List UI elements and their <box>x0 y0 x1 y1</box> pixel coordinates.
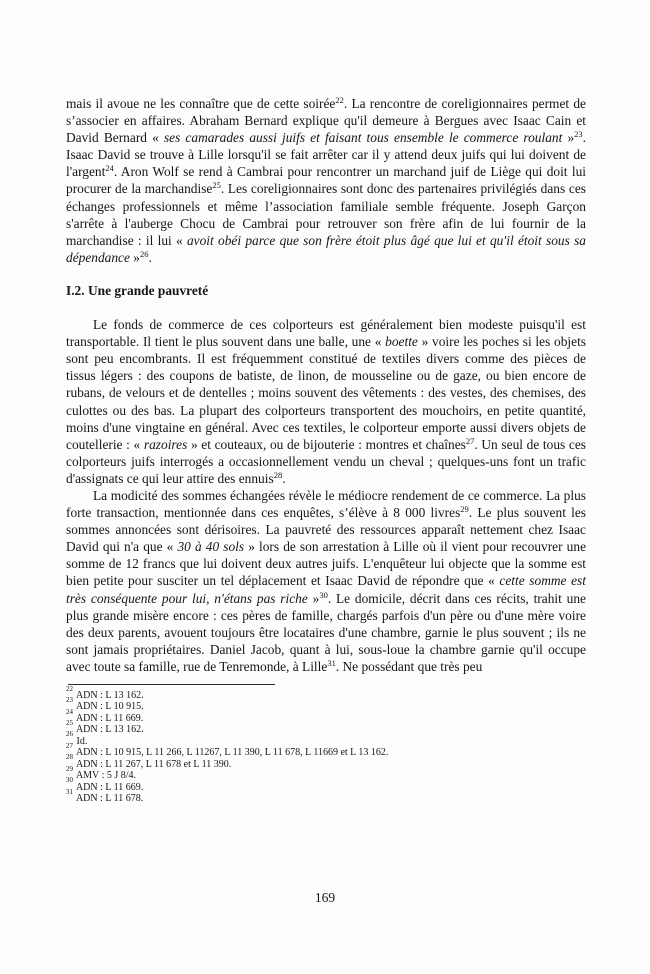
footnote: $^{28}$ ADN : L 11 267, L 11 678 et L 11 390. <box>66 753 232 770</box>
text-run: » et couteaux, ou de bijouterie : montres et chaînes <box>187 436 466 452</box>
page-body <box>66 95 586 675</box>
text-run: Le fonds de commerce de ces colporteurs est généralement bien modeste puisqu'il est transportable. Il tient le plus souvent dans une balle, une « <box>66 317 586 350</box>
footnote-ref: 23 <box>574 129 583 140</box>
footnote-number: 30 <box>66 776 73 785</box>
text-run: » lors de son arrestation à Lille où il vient pour recouvrer une somme de 12 francs que lui doivent deux autres juifs. L'enquêteur lui objecte que la somme est bien petite pour susciter un tel déplacement et Isaac David de répondre que « <box>66 539 587 589</box>
text-run: » <box>562 130 575 146</box>
footnote-ref: 26 <box>140 248 149 259</box>
paragraph <box>66 95 586 266</box>
footnote: $^{31}$ ADN : L 11 678. <box>66 787 144 805</box>
footnote-number: 27 <box>66 741 73 750</box>
footnote: $^{29}$ AMV : 5 J 8/4. <box>66 764 137 782</box>
text-run: cette somme est très conséquente pour lui, n'étans pas riche <box>66 573 586 606</box>
footnote-ref: 28 <box>273 469 283 480</box>
footnote-ref: 25 <box>212 180 221 191</box>
page-number: 169 <box>314 890 336 905</box>
footnote: $^{27}$ ADN : L 10 915, L 11 266, L 11267, L 11 390, L 11 678, L 11669 et L 13 162. <box>66 741 389 759</box>
text-run: . Aron Wolf se rend à Cambrai pour rencontrer un marchand juif de Liège qui doit lui procurer de la marchandise <box>66 164 586 197</box>
text-run: . Les coreligionnaires sont donc des partenaires privilégiés dans ces échanges professionnels et même l’association familiale semble fréquente. Joseph Garçon s'arrête à l'auberge Chocu de Cambrai pour retrouver son frère afin de lui fournir de la marchandise : il lui « <box>66 181 586 248</box>
text-run: . <box>148 249 152 265</box>
text-run: » voire les poches si les objets sont peu encombrants. Il est fréquemment constitué de textiles divers comme des pièces de tissus légers : des coupons de batiste, de linon, de mousseline ou de gaze, ou bien encore de rubans, de velours et de dentelles ; moins souvent des vêtements : des vestes, des chemises, des culottes ou des bas. La plupart des colporteurs transportent des mouchoirs, en petite quantité, moins d'une vingtaine en général. Avec ces textiles, le colporteur emporte aussi divers objets de coutellerie : « <box>66 334 586 452</box>
footnote-number: 29 <box>66 764 73 773</box>
footnote: $^{24}$ ADN : L 11 669. <box>66 707 144 724</box>
footnote: $^{26}$ Id. <box>66 730 88 747</box>
footnote-ref: 22 <box>335 95 344 105</box>
footnote-number: 28 <box>66 753 73 762</box>
text-run: . Le domicile, décrit dans ces récits, trahit une plus grande misère encore : ces pères de famille, chargés parfois d'un père ou d'une mère voire des deux parents, avouent toujours être locataires d'une chambre, garnie le plus souvent ; ils ne sont jamais propriétaires. Daniel Jacob, quant à lui, sous-loue la chambre garnie qu'il occupe avec toute sa famille, rue de Tenremonde, à Lille <box>66 590 586 674</box>
text-run: . Un seul de tous ces colporteurs juifs interrogés a occasionnellement vendu un cheval ; quelques-uns font un trafic d'assignats ce qui leur attire des ennuis <box>66 436 586 486</box>
text-run: » <box>307 590 320 606</box>
footnotes <box>66 684 586 805</box>
footnote-number: 31 <box>66 787 73 796</box>
footnote: $^{25}$ ADN : L 13 162. <box>66 719 144 736</box>
text-run: . La rencontre de coreligionnaires permet de s’associer en affaires. Abraham Bernard explique qu'il demeure à Bergues avec Isaac Cain et David Bernard « <box>66 96 586 146</box>
footnote-ref: 31 <box>327 657 336 668</box>
text-run: . Le plus souvent les sommes annoncées sont dérisoires. La pauvreté des ressources apparaît nettement chez Isaac David qui n'a que « <box>66 505 587 555</box>
text-run: razoires <box>143 436 188 452</box>
footnote-ref: 29 <box>460 504 469 515</box>
text-run: mais il avoue ne les connaître que de cette soirée <box>66 96 336 111</box>
footnote-number: 24 <box>66 707 73 716</box>
section-heading: I.2. Une grande pauvreté <box>66 282 209 298</box>
text-run: » <box>129 249 140 265</box>
text-run: . <box>282 470 286 486</box>
text-run: ses camarades aussi juifs et faisant tous ensemble le commerce roulant <box>163 130 563 146</box>
footnote: $^{23}$ ADN : L 10 915. <box>66 696 144 713</box>
footnote-separator <box>68 684 275 685</box>
footnote-ref: 30 <box>319 589 328 600</box>
text-run: . Ne possédant que très peu <box>335 658 483 674</box>
footnote-number: 23 <box>66 696 73 705</box>
paragraph <box>66 487 586 675</box>
footnote: $^{30}$ ADN : L 11 669. <box>66 776 144 793</box>
footnote-ref: 24 <box>105 163 114 174</box>
text-run: La modicité des sommes échangées révèle le médiocre rendement de ce commerce. La plus forte transaction, mentionnée dans ces enquêtes, s’élève à 8 000 livres <box>66 487 586 521</box>
text-run: 30 à 40 sols <box>177 539 245 555</box>
text-run: avoit obéi parce que son frère étoit plus âgé que lui et qu'il étoit sous sa dépendance <box>66 232 586 265</box>
footnote-number: 22 <box>66 684 73 693</box>
footnote-ref: 27 <box>465 435 475 446</box>
text-run: boette <box>385 334 418 350</box>
footnote-number: 25 <box>66 719 73 728</box>
paragraph <box>66 316 586 487</box>
text-run: . Isaac David se trouve à Lille lorsqu'il se fait arrêter car il y attend deux juifs qui lui doivent de l'argent <box>66 130 587 180</box>
footnote-number: 26 <box>66 730 73 739</box>
footnote: $^{22}$ ADN : L 13 162. <box>66 684 144 701</box>
